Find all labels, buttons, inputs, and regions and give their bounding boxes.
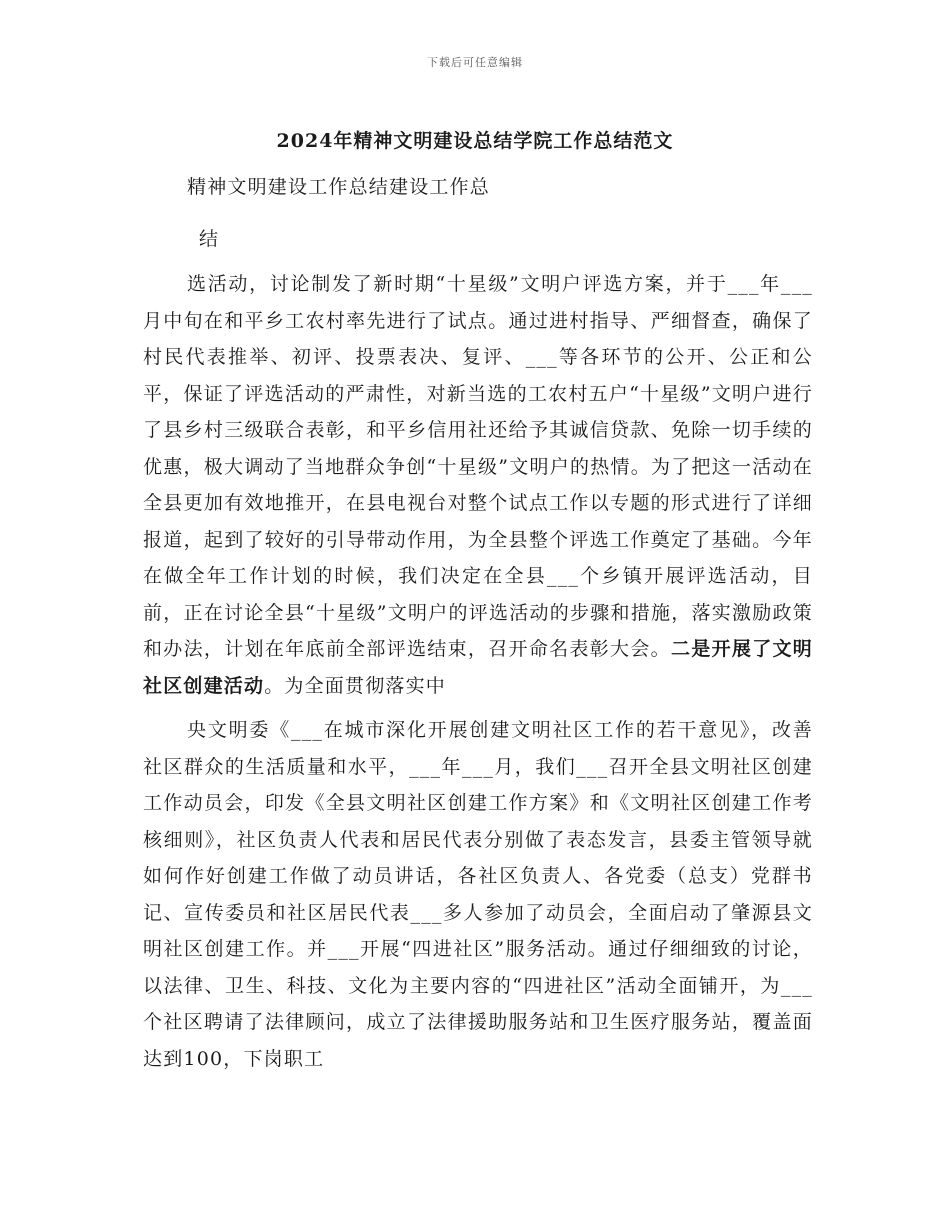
paragraph-1-text-end: 。为全面贯彻落实中 <box>264 674 447 697</box>
body-paragraph-1 <box>143 266 813 704</box>
paragraph-1-text: 选活动，讨论制发了新时期“十星级”文明户评选方案，并于___年___月中旬在和平乡工农村率先进行了试点。通过进村指导、严细督查，确保了村民代表推举、初评、投票表决、复评、___等各环节的公开、公正和公平，保证了评选活动的严肃性，对新当选的工农村五户“十星级”文明户进行了县乡村三级联合表彰，和平乡信用社还给予其诚信贷款、免除一切手续的优惠，极大调动了当地群众争创“十星级”文明户的热情。为了把这一活动在全县更加有效地推开，在县电视台对整个试点工作以专题的形式进行了详细报道，起到了较好的引导带动作用，为全县整个评选工作奠定了基础。今年在做全年工作计划的时候，我们决定在全县___个乡镇开展评选活动，目前，正在讨论全县“十星级”文明户的评选活动的步骤和措施，落实激励政策和办法，计划在年底前全部评选结束，召开命名表彰大会。 <box>143 273 813 660</box>
document-subtitle-continuation: 结 <box>199 228 219 250</box>
page-header-note: 下载后可任意编辑 <box>427 56 523 69</box>
document-body <box>143 266 813 1077</box>
paragraph-1-bold-heading: 二是开展了文明社区创建活动 <box>143 638 814 697</box>
body-paragraph-2: 央文明委《___在城市深化开展创建文明社区工作的若干意见》，改善社区群众的生活质量和水平，___年___月，我们___召开全县文明社区创建工作动员会，印发《全县文明社区创建工作方案》和《文明社区创建工作考核细则》，社区负责人代表和居民代表分别做了表态发言，县委主管领导就如何作好创建工作做了动员讲话，各社区负责人、各党委（总支）党群书记、宣传委员和社区居民代表___多人参加了动员会，全面启动了肇源县文明社区创建工作。并___开展“四进社区”服务活动。通过仔细细致的讨论，以法律、卫生、科技、文化为主要内容的“四进社区”活动全面铺开，为___个社区聘请了法律顾问，成立了法律援助服务站和卫生医疗服务站，覆盖面达到100，下岗职工 <box>143 719 813 1070</box>
document-subtitle: 精神文明建设工作总结建设工作总 <box>187 176 491 198</box>
document-title: 2024年精神文明建设总结学院工作总结范文 <box>276 130 674 152</box>
